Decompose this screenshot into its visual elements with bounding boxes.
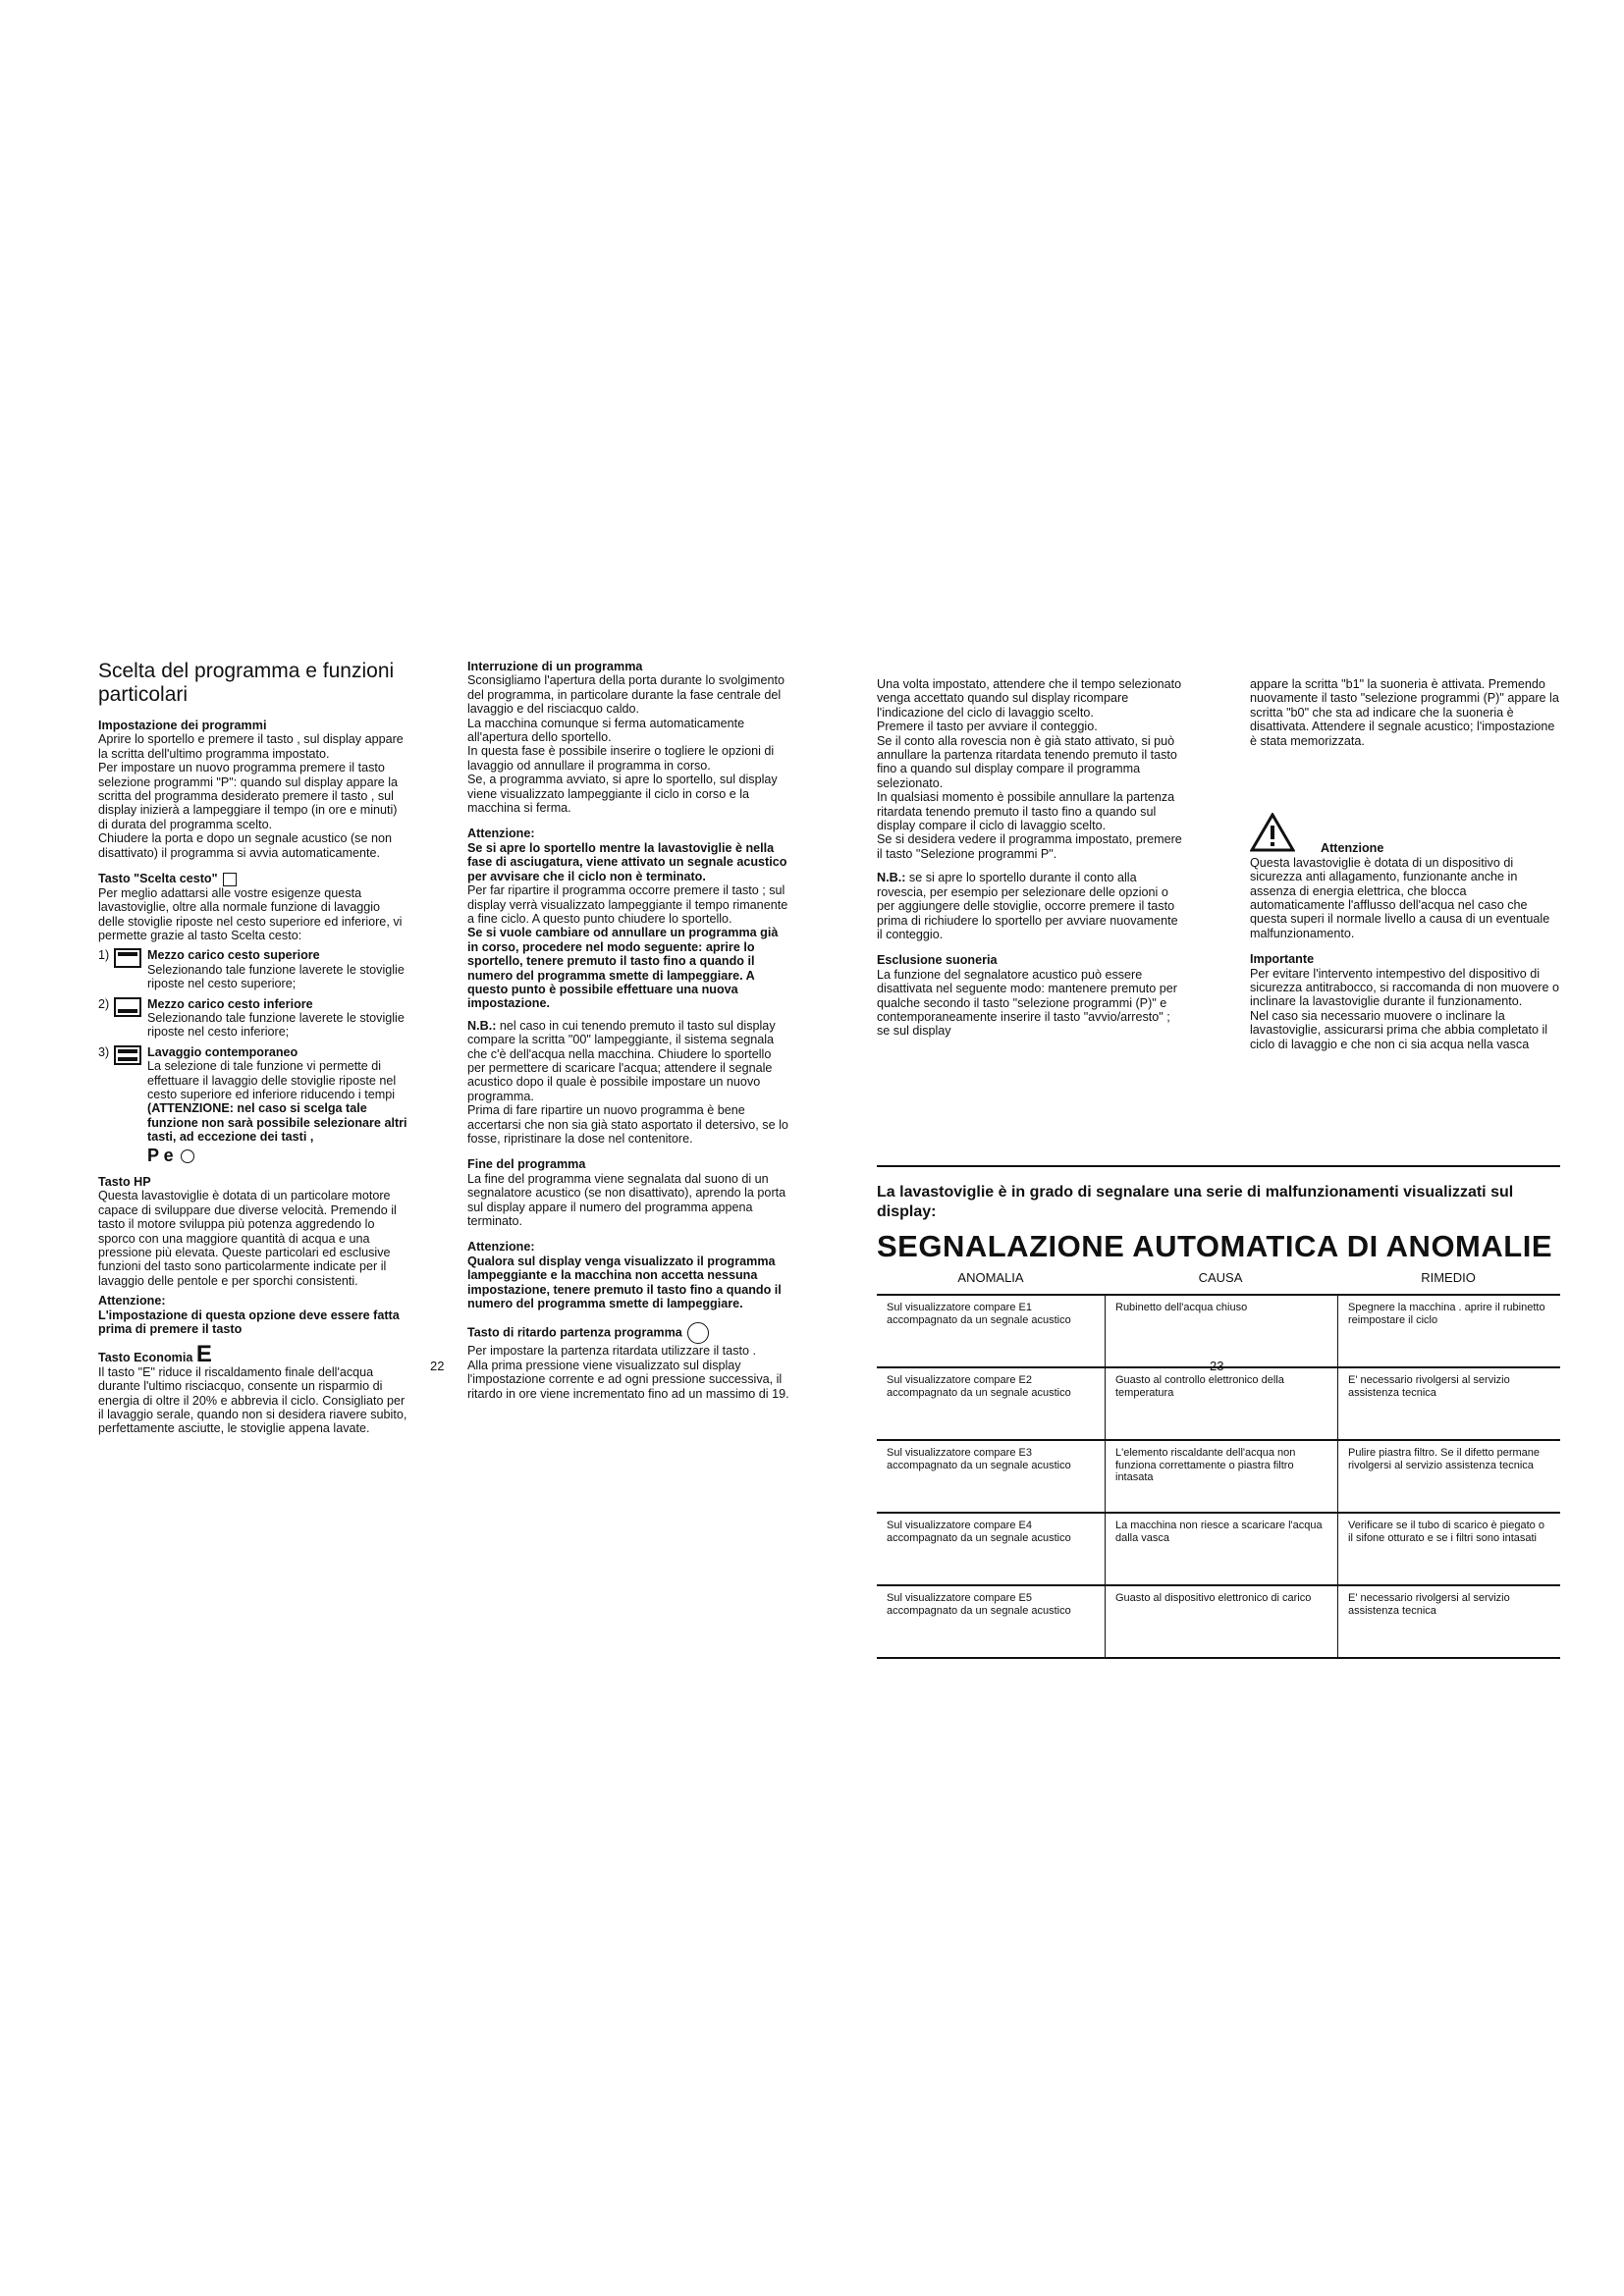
anomaly-heading: La lavastoviglie è in grado di segnalare una serie di malfunzionamenti visualizzati sul display: bbox=[877, 1184, 1514, 1220]
section-heading: Tasto HP bbox=[98, 1174, 151, 1189]
warning-block: Attenzione Questa lavastoviglie è dotata di un dispositivo di sicurezza anti allagamento, funzionante anche in assenza di energia elettrica, che blocca automaticamente l'afflusso dell'acqua nel caso che questa superi il normale livello a causa di un eventuale malfunzionamento. Importante Per evitare l'intervento intempestivo del dispositivo di sicurezza antitrabocco, si raccomanda di non muovere o inclinare la lavastoviglie durante il funzionamento. Nel caso sia necessario muovere o inclinare la lavastoviglie, assicurarsi prima che abbia completato il ciclo di lavaggio e che non ci sia acqua nella vasca bbox=[1250, 813, 1562, 1051]
page-title: Scelta del programma e funzioni particolari bbox=[98, 660, 395, 706]
left-column-2: Interruzione di un programma Sconsigliamo l'apertura della porta durante lo svolgimento del programma, in particolare durante la fase centrale del lavaggio e del risciacquo caldo. La macchina comunque si ferma automaticamente all'apertura dello sportello. In questa fase è possibile inserire o togliere le opzioni di lavaggio od annullare il programma in corso. Se, a programma avviato, si apre lo sportello, sul display viene visualizzato lampeggiante il ciclo in corso e la macchina si ferma. Attenzione: Se si apre lo sportello mentre la lavastoviglie è nella fase di asciugatura, viene attivato un segnale acustico per avvisare che il ciclo non è terminato. Per far ripartire il programma occorre premere il tasto ; sul display verrà visualizzato lampeggiante il tempo rimanente a fine ciclo. A questo punto chiudere lo sportello. Se si vuole cambiare od annullare un programma già in corso, procedere nel modo seguente: aprire lo sportello, tenere premuto il tasto fino a quando il numero del programma smette di lampeggiare. A questo punto è possibile effettuare una nuova impostazione. N.B.: nel caso in cui tenendo premuto il tasto sul display compare la scritta "00" lampeggiante, il sistema segnala che c'è dell'acqua nella macchina. Chiudere lo sportello per permettere di scaricare l'acqua; attendere il segnale acustico dopo il quale è possibile impostare un nuovo programma. Prima di fare ripartire un nuovo programma è bene accertarsi che non sia già stato asportato il detersivo, se lo fosse, ripristinare la dose nel contenitore. Fine del programma La fine del programma viene segnalata dal suono di un segnalatore acustico (se non disattivato), aprendo la porta sul display appare il numero del programma appena terminato. Attenzione: Qualora sul display venga visualizzato il programma lampeggiante e la macchina non accetta nessuna impostazione, tenere premuto il tasto fino a quando il numero del programma smette di lampeggiare. Tasto di ritardo partenza programma Per impostare la partenza ritardata utilizzare il tasto . Alla prima pressione viene visualizzato sul display l'impostazione corrente e ad ogni pressione successiva, il ritardo in ore viene incrementato fino ad un massimo di 19. bbox=[467, 660, 791, 1401]
lower-basket-icon bbox=[114, 997, 141, 1017]
divider bbox=[877, 1165, 1560, 1167]
section-heading: Tasto "Scelta cesto" bbox=[98, 872, 407, 886]
paragraph: Aprire lo sportello e premere il tasto , sul display appare la scritta dell'ultimo programma impostato. bbox=[98, 732, 404, 761]
clock-icon bbox=[687, 1322, 709, 1344]
paragraph: Chiudere la porta e dopo un segnale acustico (se non disattivato) il programma si avvia automaticamente. bbox=[98, 831, 392, 860]
clock-icon bbox=[181, 1149, 194, 1163]
table-row: Sul visualizzatore compare E1 accompagnato da un segnale acustico Rubinetto dell'acqua chiuso Spegnere la macchina . aprire il rubinetto reimpostare il ciclo bbox=[877, 1295, 1560, 1367]
option-item: 2) Mezzo carico cesto inferiore Selezionando tale funzione laverete le stoviglie riposte nel cesto inferiore; bbox=[98, 996, 405, 1040]
section-heading: Tasto di ritardo partenza programma bbox=[467, 1322, 791, 1344]
page-number: 22 bbox=[430, 1359, 445, 1373]
table-row: Sul visualizzatore compare E3 accompagnato da un segnale acustico L'elemento riscaldante dell'acqua non funziona correttamente o piastra filtro intasata Pulire piastra filtro. Se il difetto permane rivolgersi al servizio assistenza tecnica bbox=[877, 1440, 1560, 1513]
anomaly-title: SEGNALAZIONE AUTOMATICA DI ANOMALIE bbox=[877, 1229, 1552, 1263]
basket-icon bbox=[223, 873, 237, 886]
anomaly-column-headers: ANOMALIA CAUSA RIMEDIO bbox=[957, 1270, 1476, 1285]
anomaly-table bbox=[877, 1294, 1560, 1659]
both-baskets-icon bbox=[114, 1045, 141, 1065]
economy-icon: E bbox=[195, 1341, 212, 1368]
paragraph: Questa lavastoviglie è dotata di un particolare motore capace di sviluppare due diverse velocità. Premendo il tasto il motore sviluppa più potenza aggredendo lo sporco con una maggiore quantità di acqua e una pressione più elevata. Queste particolari ed esclusive funzioni del tasto sono particolarmente indicate per il lavaggio delle pentole e per sporchi consistenti. bbox=[98, 1189, 397, 1288]
page-number: 23 bbox=[1210, 1359, 1224, 1373]
left-column-1: Scelta del programma e funzioni particolari Impostazione dei programmi Aprire lo sportello e premere il tasto , sul display appare la scritta dell'ultimo programma impostato. Per impostare un nuovo programma premere il tasto selezione programmi "P": quando sul display appare la scritta del programma desiderato premere il tasto , sul display inizierà a lampeggiare il tempo (in ore e minuti) di durata del programma scelto. Chiudere la porta e dopo un segnale acustico (se non disattivato) il programma si avvia automaticamente. Tasto "Scelta cesto" Per meglio adattarsi alle vostre esigenze questa lavastoviglie, oltre alla normale funzione di lavaggio delle stoviglie riposte nel cesto superiore ed inferiore, vi permette grazie al tasto Scelta cesto: 1) Mezzo carico cesto superiore Selezionando tale funzione laverete le stoviglie riposte nel cesto superiore; 2) Mezzo carico cesto inferiore Selezionando tale funzione laverete le stoviglie riposte nel cesto inferiore; 3) Lavaggio contemporaneo La selezione di tale funzione vi permette di effettuare il lavaggio delle stoviglie riposte nel cesto superiore ed inferiore riducendo i tempi (ATTENZIONE: nel caso si scelga tale funzione non sarà possibile selezionare altri tasti, ad eccezione dei tasti , P e Tasto HP Questa lavastoviglie è dotata di un particolare motore capace di sviluppare due diverse velocità. Premendo il tasto il motore sviluppa più potenza aggredendo lo sporco con una maggiore quantità di acqua e una pressione più elevata. Queste particolari ed esclusive funzioni del tasto sono particolarmente indicate per il lavaggio delle pentole e per sporchi consistenti. Attenzione: L'impostazione di questa opzione deve essere fatta prima di premere il tasto Tasto Economia E Il tasto "E" riduce il riscaldamento finale dell'acqua durante l'ultimo risciacquo, consente un risparmio di energia di oltre il 20% e abbrevia il ciclo. Consigliato per il lavaggio serale, quando non si desidera riavere subito, perfettamente asciutte, le stoviglie appena lavate. bbox=[98, 660, 407, 1436]
section-heading: Importante bbox=[1250, 952, 1315, 967]
section-heading: Impostazione dei programmi bbox=[98, 719, 267, 732]
section-heading: Fine del programma bbox=[467, 1157, 586, 1172]
option-item: 1) Mezzo carico cesto superiore Selezionando tale funzione laverete le stoviglie riposte nel cesto superiore; bbox=[98, 948, 405, 991]
paragraph: Per impostare un nuovo programma premere il tasto selezione programmi "P": quando sul display appare la scritta del programma desiderato premere il tasto , sul display inizierà a lampeggiare il tempo (in ore e minuti) di durata del programma scelto. bbox=[98, 761, 399, 831]
right-column-1: Una volta impostato, attendere che il tempo selezionato venga accettato quando sul display ricompare l'indicazione del ciclo di lavaggio scelto. Premere il tasto per avviare il conteggio. Se il conto alla rovescia non è già stato attivato, si può annullare la partenza ritardata tenendo premuto il tasto fino a quando sul display compare il programma selezionato. In qualsiasi momento è possibile annullare la partenza ritardata tenendo premuto il tasto fino a quando sul display compare il ciclo di lavaggio scelto. Se si desidera vedere il programma impostato, premere il tasto "Selezione programmi P". N.B.: se si apre lo sportello durante il conto alla rovescia, per esempio per selezionare delle opzioni o per aggiungere delle stoviglie, occorre premere il tasto prima di richiudere lo sportello per avviare nuovamente il conteggio. Esclusione suoneria La funzione del segnalatore acustico può essere disattivata nel seguente modo: mantenere premuto per qualche secondo il tasto "selezione programmi (P)" e contemporaneamente inserire il tasto "avvio/arresto" ; se sul display bbox=[877, 677, 1186, 1039]
table-row: Sul visualizzatore compare E2 accompagnato da un segnale acustico Guasto al controllo elettronico della temperatura E' necessario rivolgersi al servizio assistenza tecnica bbox=[877, 1367, 1560, 1440]
section-heading: Interruzione di un programma bbox=[467, 660, 643, 673]
right-column-2: appare la scritta "b1" la suoneria è attivata. Premendo nuovamente il tasto "selezione programmi (P)" appare la scritta "b0" che sta ad indicare che la suoneria è disattivata. Attendere il segnale acustico; l'impostazione è stata memorizzata. bbox=[1250, 677, 1559, 748]
option-item: 3) Lavaggio contemporaneo La selezione di tale funzione vi permette di effettuare il lavaggio delle stoviglie riposte nel cesto superiore ed inferiore riducendo i tempi (ATTENZIONE: nel caso si scelga tale funzione non sarà possibile selezionare altri tasti, ad eccezione dei tasti , P e bbox=[98, 1044, 407, 1165]
section-heading: Tasto Economia E bbox=[98, 1341, 212, 1368]
table-row: Sul visualizzatore compare E4 accompagnato da un segnale acustico La macchina non riesce a scaricare l'acqua dalla vasca Verificare se il tubo di scarico è piegato o il sifone otturato e se i filtri sono intasati bbox=[877, 1513, 1560, 1585]
warning-icon bbox=[1250, 813, 1295, 852]
upper-basket-icon bbox=[114, 948, 141, 968]
paragraph: Per meglio adattarsi alle vostre esigenze questa lavastoviglie, oltre alla normale funzione di lavaggio delle stoviglie riposte nel cesto superiore ed inferiore, vi permette grazie al tasto Scelta cesto: bbox=[98, 885, 403, 942]
table-row: Sul visualizzatore compare E5 accompagnato da un segnale acustico Guasto al dispositivo elettronico di carico E' necessario rivolgersi al servizio assistenza tecnica bbox=[877, 1585, 1560, 1658]
paragraph: Il tasto "E" riduce il riscaldamento finale dell'acqua durante l'ultimo risciacquo, consente un risparmio di energia di oltre il 20% e abbrevia il ciclo. Consigliato per il lavaggio serale, quando non si desidera riavere subito, perfettamente asciutte, le stoviglie appena lavate. bbox=[98, 1364, 407, 1436]
section-heading: Esclusione suoneria bbox=[877, 953, 998, 968]
